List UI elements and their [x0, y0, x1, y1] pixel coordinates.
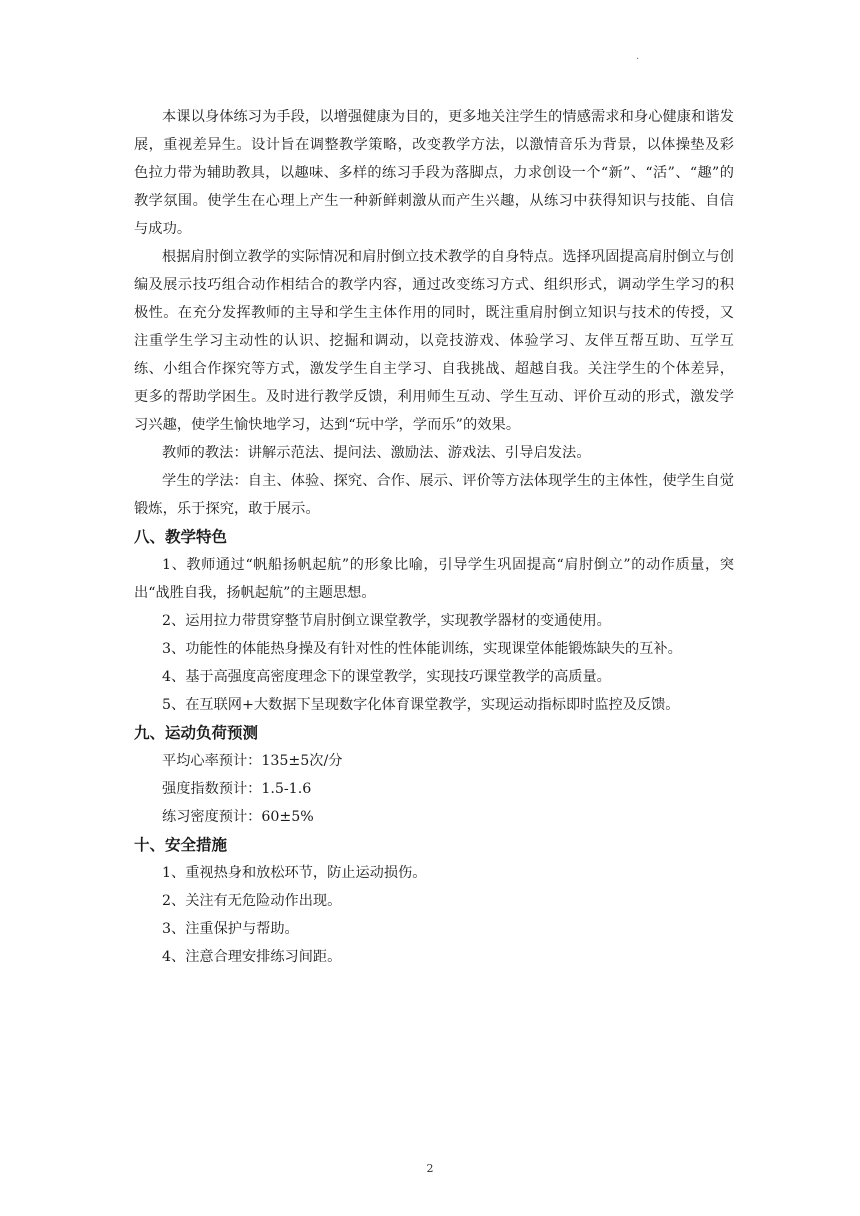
section-8-item-2: 2、运用拉力带贯穿整节肩肘倒立课堂教学，实现教学器材的变通使用。 — [162, 613, 611, 629]
heart-rate-forecast: 平均心率预计：135±5次/分 — [162, 753, 343, 769]
section-heading-9: 九、运动负荷预测 — [134, 724, 259, 742]
section-10-item-3: 3、注重保护与帮助。 — [162, 921, 299, 937]
section-8-item-3: 3、功能性的体能热身操及有针对性的性体能训练，实现课堂体能锻炼缺失的互补。 — [162, 641, 682, 657]
document-body — [134, 103, 734, 971]
exercise-density-forecast: 练习密度预计：60±5% — [162, 809, 314, 825]
section-heading-10: 十、安全措施 — [134, 836, 228, 854]
intro-paragraph-1: 本课以身体练习为手段，以增强健康为目的，更多地关注学生的情感需求和身心健康和谐发展，重视差异生。设计旨在调整教学策略，改变教学方法，以激情音乐为背景，以体操垫及彩色拉力带为辅助教具，以趣味、多样的练习手段为落脚点，力求创设一个“新”、“活”、“趣”的教学氛围。使学生在心理上产生一种新鲜刺激从而产生兴趣，从练习中获得知识与技能、自信与成功。 — [134, 109, 734, 237]
section-10-item-2: 2、关注有无危险动作出现。 — [162, 893, 342, 909]
section-10-item-4: 4、注意合理安排练习间距。 — [162, 949, 342, 965]
intensity-index-forecast: 强度指数预计：1.5-1.6 — [162, 781, 312, 797]
section-8-item-4: 4、基于高强度高密度理念下的课堂教学，实现技巧课堂教学的高质量。 — [162, 669, 611, 685]
section-10-item-1: 1、重视热身和放松环节，防止运动损伤。 — [162, 865, 427, 881]
section-heading-8: 八、教学特色 — [134, 528, 228, 546]
intro-paragraph-2: 根据肩肘倒立教学的实际情况和肩肘倒立技术教学的自身特点。选择巩固提高肩肘倒立与创编及展示技巧组合动作相结合的教学内容，通过改变练习方式、组织形式，调动学生学习的积极性。在充分发挥教师的主导和学生主体作用的同时，既注重肩肘倒立知识与技术的传授，又注重学生学习主动性的认识、挖掘和调动，以竞技游戏、体验学习、友伴互帮互助、互学互练、小组合作探究等方式，激发学生自主学习、自我挑战、超越自我。关注学生的个体差异， 更多的帮助学困生。及时进行教学反馈，利用师生互动、学生互动、评价互动的形式，激发学习兴趣，使学生愉快地学习，达到“玩中学，学而乐”的效果。 — [134, 249, 734, 433]
section-8-item-5: 5、在互联网+大数据下呈现数字化体育课堂教学，实现运动指标即时监控及反馈。 — [162, 697, 680, 713]
learning-method-paragraph: 学生的学法：自主、体验、探究、合作、展示、评价等方法体现学生的主体性，使学生自觉锻炼，乐于探究，敢于展示。 — [134, 473, 734, 517]
teaching-method-paragraph: 教师的教法：讲解示范法、提问法、激励法、游戏法、引导启发法。 — [162, 445, 591, 461]
page-number: 2 — [426, 1162, 434, 1175]
section-8-item-1: 1、教师通过“帆船扬帆起航”的形象比喻，引导学生巩固提高“肩肘倒立”的动作质量，突出“战胜自我，扬帆起航”的主题思想。 — [134, 557, 734, 601]
header-mark: · — [636, 54, 640, 65]
